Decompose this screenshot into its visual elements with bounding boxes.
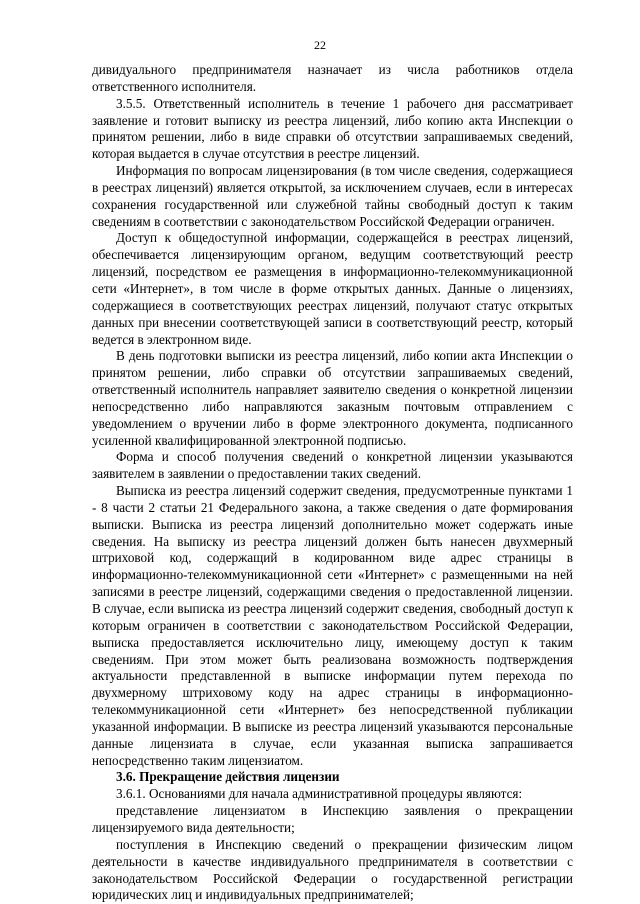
section-heading-3-6: 3.6. Прекращение действия лицензии [116,769,340,785]
paragraph-entrepreneur-termination: поступления в Инспекцию сведений о прекращении физическим лицом деятельности в качестве индивидуального предпринимателя в соответствии с законодательством Российской Федерации о государственной регистрации юридических лиц и индивидуальных предпринимателей; [92,836,573,903]
paragraph-licensee-application: представление лицензиатом в Инспекцию заявления о прекращении лицензируемого вида деятельности; [92,803,573,835]
paragraph-3-6-1: 3.6.1. Основаниями для начала административной процедуры являются: [116,786,523,802]
paragraph-public-access: Доступ к общедоступной информации, содержащейся в реестрах лицензий, обеспечивается лицензирующим органом, ведущим соответствующий реестр лицензий, посредством ее размещения в информационно-телекоммуникационной сети «Интернет», в том числе в форме открытых данных. Данные о лицензиях, содержащиеся в соответствующих реестрах лицензий, получают статус открытых данных при внесении соответствующей записи в соответствующий реестр, который ведется в электронном виде. [92,230,573,347]
paragraph-3-5-5: 3.5.5. Ответственный исполнитель в течение 1 рабочего дня рассматривает заявление и готовит выписку из реестра лицензий, либо копию акта Инспекции о принятом решении, либо в виде справки об отсутствии запрашиваемых сведений, которая выдается в случае отсутствия в реестре лицензий. [92,95,573,162]
paragraph-continuation: дивидуального предпринимателя назначает из числа работников отдела ответственного исполнителя. [92,62,573,94]
paragraph-open-information: Информация по вопросам лицензирования (в том числе сведения, содержащиеся в реестрах лицензий) является открытой, за исключением случаев, если в интересах сохранения государственной или служебной тайны свободный доступ к таким сведениям в соответствии с законодательством Российской Федерации ограничен. [92,163,573,229]
paragraph-delivery: В день подготовки выписки из реестра лицензий, либо копии акта Инспекции о принятом решении, либо справки об отсутствии запрашиваемых сведений, ответственный исполнитель направляет заявителю сведения о конкретной лицензии непосредственно либо направляются заказным почтовым отправлением с уведомлением о вручении либо в форме электронного документа, подписанного усиленной квалифицированной электронной подписью. [92,348,573,448]
paragraph-form-method: Форма и способ получения сведений о конкретной лицензии указываются заявителем в заявлении о предоставлении таких сведений. [92,449,573,482]
paragraph-extract-contents: Выписка из реестра лицензий содержит сведения, предусмотренные пунктами 1 - 8 части 2 статьи 21 Федерального закона, а также сведения о дате формирования выписки. Выписка из реестра лицензий дополнительно может содержать иные сведения. На выписку из реестра лицензий должен быть нанесен двухмерный штриховой код, содержащий в кодированном виде адрес страницы в информационно-телекоммуникационной сети «Интернет» с размещенными на ней записями в реестре лицензий, содержащими сведения о предоставленной лицензии. В случае, если выписка из реестра лицензий содержит сведения, свободный доступ к которым ограничен в соответствии с законодательством Российской Федерации, выписка предоставляется исключительно лицу, имеющему доступ к таким сведениям. При этом может быть реализована возможность подтверждения актуальности представленной в выписке информации путем перехода по двухмерному штриховому коду на адрес страницы в информационно-телекоммуникационной сети «Интернет» без непосредственной публикации указанной информации. В выписке из реестра лицензий указываются персональные данные лицензиата в случае, если указанная выписка запрашивается непосредственно таким лицензиатом. [92,483,573,768]
page-number: 22 [314,38,326,52]
document-body [92,62,573,904]
